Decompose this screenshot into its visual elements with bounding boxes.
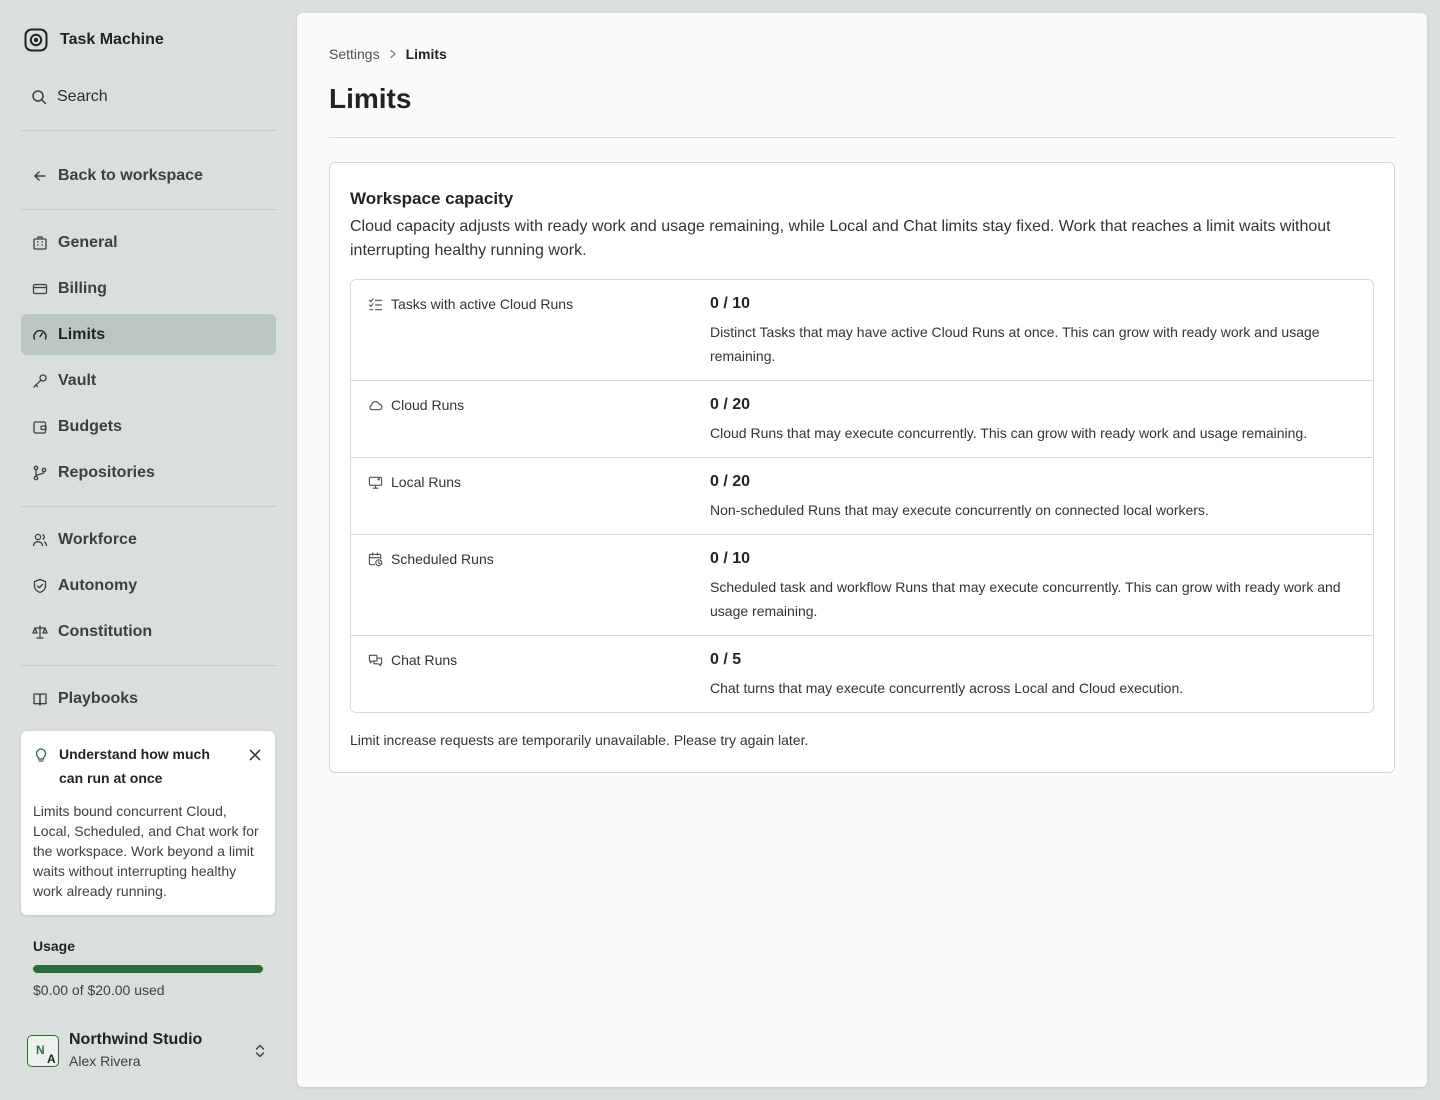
limit-row-chat-runs	[351, 636, 1373, 713]
checklist-icon	[368, 297, 383, 312]
sidebar-item-constitution[interactable]	[21, 611, 276, 652]
tip-card	[21, 731, 275, 915]
sidebar-item-vault[interactable]	[21, 360, 276, 401]
limit-increase-note: Limit increase requests are temporarily unavailable. Please try again later.	[350, 732, 809, 748]
search-button[interactable]	[21, 82, 276, 112]
sidebar-item-budgets[interactable]	[21, 406, 276, 447]
sidebar-divider	[21, 209, 276, 210]
sidebar-item-repositories[interactable]	[21, 452, 276, 493]
workspace-switcher[interactable]	[21, 1027, 276, 1075]
scale-icon	[32, 624, 48, 640]
search-icon	[31, 89, 47, 105]
gauge-icon	[32, 327, 48, 343]
limit-value: 0 / 20	[710, 396, 751, 413]
sidebar-item-label: Billing	[58, 279, 107, 297]
close-icon[interactable]	[249, 749, 261, 761]
limit-value: 0 / 10	[710, 550, 751, 567]
title-divider	[329, 137, 1395, 138]
sidebar-item-label: Playbooks	[58, 689, 139, 707]
limit-description: Scheduled task and workflow Runs that may execute concurrently. This can grow with ready work and usage remaining.	[710, 579, 1341, 619]
key-icon	[32, 373, 48, 389]
limit-description: Non-scheduled Runs that may execute concurrently on connected local workers.	[710, 502, 1209, 518]
limit-description: Cloud Runs that may execute concurrently. This can grow with ready work and usage remaining.	[710, 425, 1308, 441]
limit-row-cloud-runs	[351, 381, 1373, 458]
sidebar-divider	[21, 130, 276, 131]
breadcrumb-settings-link[interactable]: Settings	[329, 46, 380, 62]
calendar-clock-icon	[368, 552, 383, 567]
sidebar	[0, 0, 297, 1100]
monitor-icon	[368, 475, 383, 490]
search-label: Search	[57, 88, 108, 105]
sidebar-item-limits[interactable]	[21, 314, 276, 355]
limit-name: Local Runs	[391, 474, 462, 490]
limit-row-tasks-cloud	[351, 280, 1373, 381]
limit-row-local-runs	[351, 458, 1373, 535]
sidebar-item-label: Limits	[58, 325, 106, 343]
sidebar-item-label: Constitution	[58, 622, 153, 640]
git-branch-icon	[32, 465, 48, 481]
main-panel	[297, 13, 1427, 1087]
limit-value: 0 / 5	[710, 651, 742, 668]
chat-icon	[368, 653, 383, 668]
book-icon	[32, 691, 48, 707]
avatar-primary-initial: N	[36, 1043, 45, 1057]
wallet-icon	[32, 419, 48, 435]
lightbulb-icon	[33, 747, 49, 763]
arrow-left-icon	[32, 168, 48, 184]
app-name: Task Machine	[60, 31, 164, 48]
limit-name: Chat Runs	[391, 652, 458, 668]
brand[interactable]	[24, 27, 164, 53]
back-to-workspace-label: Back to workspace	[58, 166, 203, 184]
breadcrumb	[329, 46, 447, 62]
sidebar-item-label: Autonomy	[58, 576, 138, 594]
workspace-name: Northwind Studio	[69, 1031, 203, 1048]
usage-text: $0.00 of $20.00 used	[33, 982, 165, 998]
sidebar-item-label: Vault	[58, 371, 97, 389]
sidebar-item-label: Budgets	[58, 417, 122, 435]
avatar	[27, 1035, 59, 1067]
usage-progress-bar	[33, 965, 263, 973]
limit-name: Tasks with active Cloud Runs	[391, 296, 574, 312]
chevron-right-icon	[388, 49, 398, 59]
limit-name: Cloud Runs	[391, 397, 465, 413]
capacity-title: Workspace capacity	[350, 189, 514, 208]
usage-title: Usage	[33, 938, 76, 954]
sidebar-divider	[21, 665, 276, 666]
limit-row-scheduled-runs	[351, 535, 1373, 636]
chevron-up-down-icon	[254, 1043, 266, 1059]
page-title: Limits	[329, 83, 412, 114]
user-name: Alex Rivera	[69, 1053, 141, 1069]
sidebar-item-workforce[interactable]	[21, 519, 276, 560]
limit-value: 0 / 20	[710, 473, 751, 490]
users-icon	[32, 532, 48, 548]
sidebar-item-label: Repositories	[58, 463, 155, 481]
limit-name: Scheduled Runs	[391, 551, 494, 567]
tip-body: Limits bound concurrent Cloud, Local, Scheduled, and Chat work for the workspace. Work beyond a limit waits without interrupting healthy work already running.	[33, 803, 259, 899]
sidebar-item-label: General	[58, 233, 118, 251]
sidebar-item-autonomy[interactable]	[21, 565, 276, 606]
usage-progress-fill	[33, 965, 263, 973]
limit-description: Chat turns that may execute concurrently across Local and Cloud execution.	[710, 680, 1184, 696]
breadcrumb-current: Limits	[405, 46, 447, 62]
sidebar-item-billing[interactable]	[21, 268, 276, 309]
capacity-description: Cloud capacity adjusts with ready work and usage remaining, while Local and Chat limits stay fixed. Work that reaches a limit waits without interrupting healthy running work.	[350, 218, 1331, 259]
limit-description: Distinct Tasks that may have active Cloud Runs at once. This can grow with ready work and usage remaining.	[710, 324, 1320, 364]
back-to-workspace-link[interactable]	[21, 155, 276, 196]
limit-value: 0 / 10	[710, 295, 751, 312]
workspace-capacity-card	[329, 162, 1395, 773]
sidebar-divider	[21, 506, 276, 507]
limits-table	[350, 279, 1374, 713]
sidebar-item-general[interactable]	[21, 222, 276, 263]
cloud-icon	[368, 398, 383, 413]
avatar-secondary-initial: A	[47, 1052, 56, 1066]
credit-card-icon	[32, 281, 48, 297]
app-logo-icon	[24, 28, 48, 52]
sidebar-item-label: Workforce	[58, 530, 137, 548]
sidebar-item-playbooks[interactable]	[21, 678, 276, 719]
building-icon	[32, 235, 48, 251]
tip-title: Understand how much can run at once	[59, 746, 210, 786]
shield-icon	[32, 578, 48, 594]
